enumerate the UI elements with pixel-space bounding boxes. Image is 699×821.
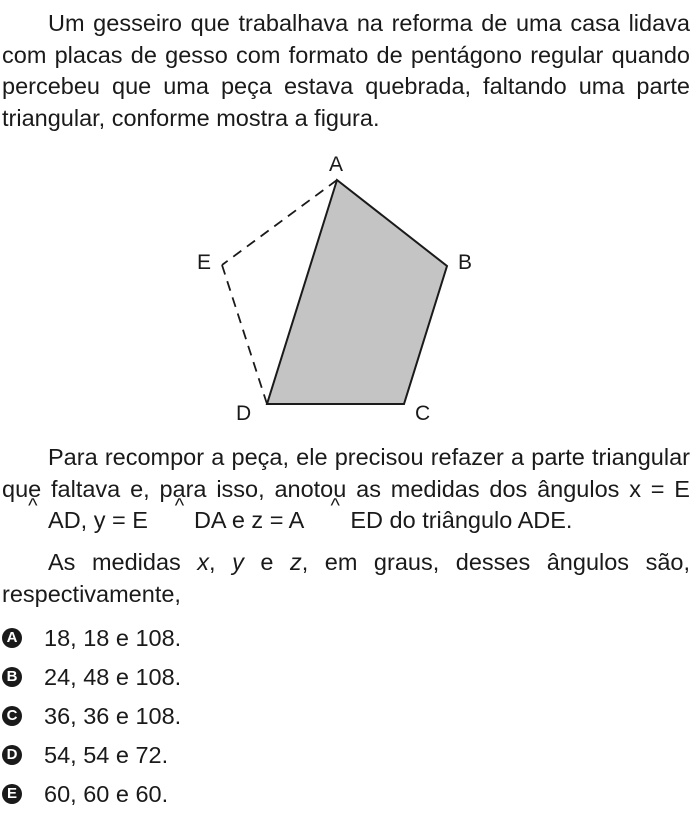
option-c[interactable] — [0, 700, 181, 732]
var-x: x — [197, 549, 210, 575]
vertex-label-e: E — [197, 251, 212, 274]
angles-text-x-end: D, y = E — [63, 507, 148, 534]
var-y: y — [232, 549, 244, 575]
question-text-2: e — [243, 549, 290, 575]
angle-z-vertex: ^ E — [304, 505, 366, 537]
option-a[interactable] — [0, 622, 181, 654]
var-z: z — [289, 549, 302, 575]
option-c-badge: C — [2, 706, 22, 726]
remaining-piece — [267, 180, 447, 404]
missing-edge-ed — [222, 265, 267, 404]
question-paragraph — [2, 547, 690, 610]
vertex-label-d: D — [236, 402, 252, 425]
angles-text-tail: D do triângulo ADE. — [366, 507, 573, 534]
question-text-1: As medidas — [48, 549, 198, 575]
option-d-text: 54, 54 e 72. — [44, 741, 169, 768]
question-text-3: , em graus, desses ângulos são, respectivamente, — [2, 549, 690, 607]
option-b-badge: B — [2, 667, 22, 687]
option-e[interactable] — [0, 778, 168, 810]
option-a-text: 18, 18 e 108. — [44, 624, 182, 651]
option-c-text: 36, 36 e 108. — [44, 702, 182, 729]
angles-paragraph — [2, 442, 690, 537]
option-a-badge: A — [2, 628, 22, 648]
option-b[interactable] — [0, 661, 181, 693]
angle-y-vertex: ^ D — [148, 505, 211, 537]
option-e-badge: E — [2, 784, 22, 804]
vertex-label-c: C — [415, 402, 431, 425]
problem-intro: Um gesseiro que trabalhava na reforma de uma casa lidava com placas de gesso com formato de pentágono regular quando percebeu que uma peça estava quebrada, faltando uma parte triangular, conforme mostra a figura. — [2, 10, 690, 131]
option-d[interactable] — [0, 739, 168, 771]
option-d-badge: D — [2, 745, 22, 765]
angle-x-vertex: ^ A — [2, 505, 64, 537]
pentagon-figure — [185, 145, 485, 430]
vertex-label-b: B — [458, 251, 473, 274]
question-sep: , — [209, 549, 233, 575]
vertex-label-a: A — [329, 153, 344, 176]
angles-text-lead: Para recompor a peça, ele precisou refazer a parte triangular que faltava e, para isso, anotou as medidas dos ângulos x = E — [2, 444, 690, 502]
option-b-text: 24, 48 e 108. — [44, 663, 182, 690]
angles-text-y-end: A e z = A — [210, 507, 305, 534]
option-e-text: 60, 60 e 60. — [44, 780, 169, 807]
